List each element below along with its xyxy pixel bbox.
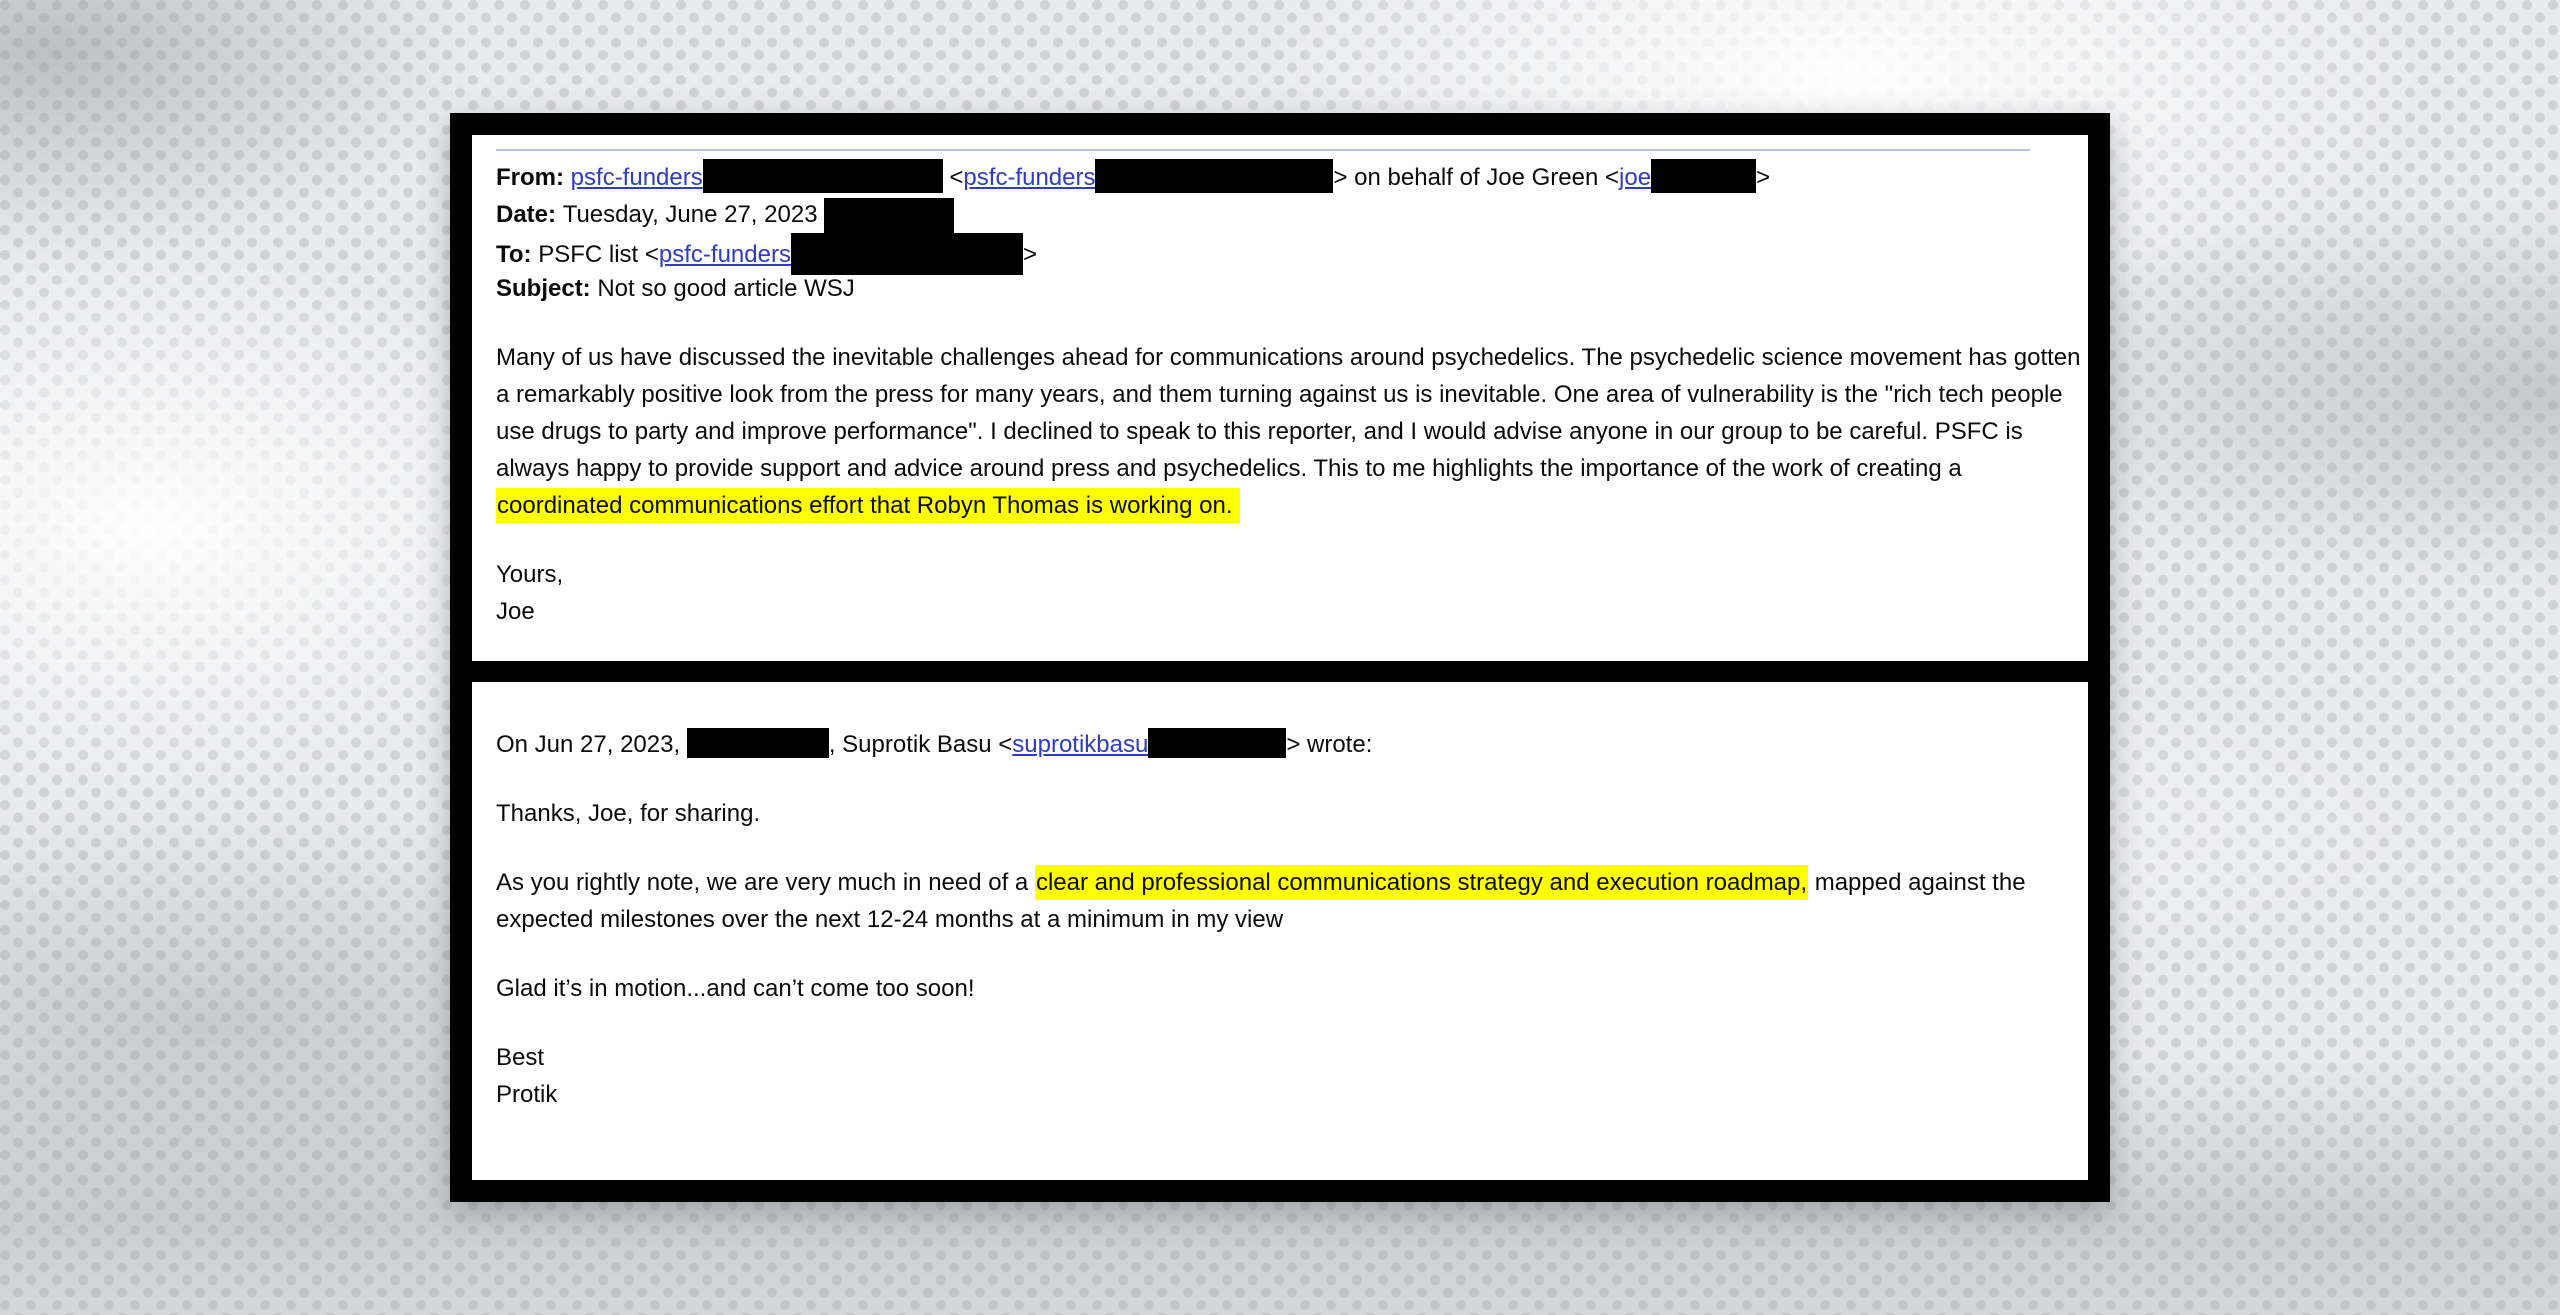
text-segment: Not so good article WSJ	[597, 275, 855, 302]
text-segment: >	[1022, 241, 1037, 268]
text-line	[496, 159, 2052, 196]
highlighted-text: clear and professional communications strategy and execution roadmap,	[1035, 865, 1808, 900]
email-reply-content	[496, 726, 2052, 1113]
email-message-original	[472, 135, 2088, 661]
text-line	[496, 270, 2052, 307]
email-address-link[interactable]: psfc-funders	[658, 241, 791, 268]
text-line	[496, 1076, 2052, 1113]
text-segment: From:	[496, 164, 571, 191]
text-line	[496, 970, 2052, 1007]
redaction-bar	[791, 233, 1023, 275]
redaction-bar	[1148, 728, 1286, 758]
text-segment: Tuesday, June 27, 2023	[562, 201, 825, 228]
text-segment: PSFC list <	[538, 241, 659, 268]
text-line	[496, 450, 2052, 487]
redaction-bar	[703, 159, 943, 193]
text-line	[496, 864, 2052, 901]
paragraph-gap	[496, 832, 2052, 864]
text-line	[496, 487, 2052, 524]
text-segment: a remarkably positive look from the press for many years, and them turning against us is inevitable. One area of vulnerability is the "rich tech people	[496, 381, 2063, 408]
header-divider-rule	[496, 149, 2030, 151]
text-segment: Yours,	[496, 561, 564, 588]
redaction-bar	[687, 728, 829, 758]
text-line	[496, 339, 2081, 376]
text-line	[496, 233, 2052, 270]
text-segment: Subject:	[496, 275, 598, 302]
email-screenshot-frame	[450, 113, 2110, 1202]
text-line	[496, 593, 2052, 630]
text-segment: To:	[496, 241, 539, 268]
text-segment: use drugs to party and improve performance". I declined to speak to this reporter, and I would advise anyone in our group to be careful. PSFC is	[496, 418, 2023, 445]
text-segment: expected milestones over the next 12-24 months at a minimum in my view	[496, 906, 1284, 933]
paragraph-gap	[496, 307, 2052, 339]
email-message-reply	[472, 682, 2088, 1180]
text-segment: Date:	[496, 201, 563, 228]
text-segment: mapped against the	[1808, 869, 2026, 896]
text-segment: > on behalf of Joe Green <	[1333, 164, 1620, 191]
text-line	[496, 901, 2052, 938]
text-line	[496, 556, 2052, 593]
text-segment: Best	[496, 1044, 545, 1071]
text-line	[496, 196, 2052, 233]
text-segment: On Jun 27, 2023,	[496, 731, 687, 758]
text-segment: Glad it’s in motion...and can’t come too soon!	[496, 975, 975, 1002]
redaction-bar	[1095, 159, 1333, 193]
text-segment: always happy to provide support and advice around press and psychedelics. This to me highlights the importance of the work of creating a	[496, 455, 1962, 482]
text-line	[496, 795, 2052, 832]
paragraph-gap	[496, 524, 2052, 556]
paragraph-gap	[496, 938, 2052, 970]
text-segment: >	[1756, 164, 1771, 191]
text-line	[496, 1039, 2052, 1076]
text-segment: <	[942, 164, 964, 191]
text-line	[496, 726, 2052, 763]
text-segment: Many of us have discussed the inevitable challenges ahead for communications around psychedelics. The psychedelic science movement has gotten	[496, 344, 2081, 371]
redaction-bar	[1651, 159, 1756, 193]
email-original-content	[496, 159, 2081, 630]
text-segment: > wrote:	[1286, 731, 1373, 758]
highlighted-text: coordinated communications effort that Robyn Thomas is working on.	[496, 488, 1240, 523]
email-address-link[interactable]: joe	[1619, 164, 1652, 191]
text-segment: As you rightly note, we are very much in need of a	[496, 869, 1035, 896]
paragraph-gap	[496, 763, 2052, 795]
text-segment: Joe	[496, 598, 535, 625]
text-line	[496, 376, 2063, 413]
email-address-link[interactable]: psfc-funders	[570, 164, 703, 191]
text-line	[496, 413, 2052, 450]
email-address-link[interactable]: psfc-funders	[963, 164, 1096, 191]
paragraph-gap	[496, 1007, 2052, 1039]
text-segment: , Suprotik Basu <	[828, 731, 1013, 758]
text-segment: Protik	[496, 1081, 558, 1108]
email-address-link[interactable]: suprotikbasu	[1012, 731, 1149, 758]
text-segment: Thanks, Joe, for sharing.	[496, 800, 761, 827]
